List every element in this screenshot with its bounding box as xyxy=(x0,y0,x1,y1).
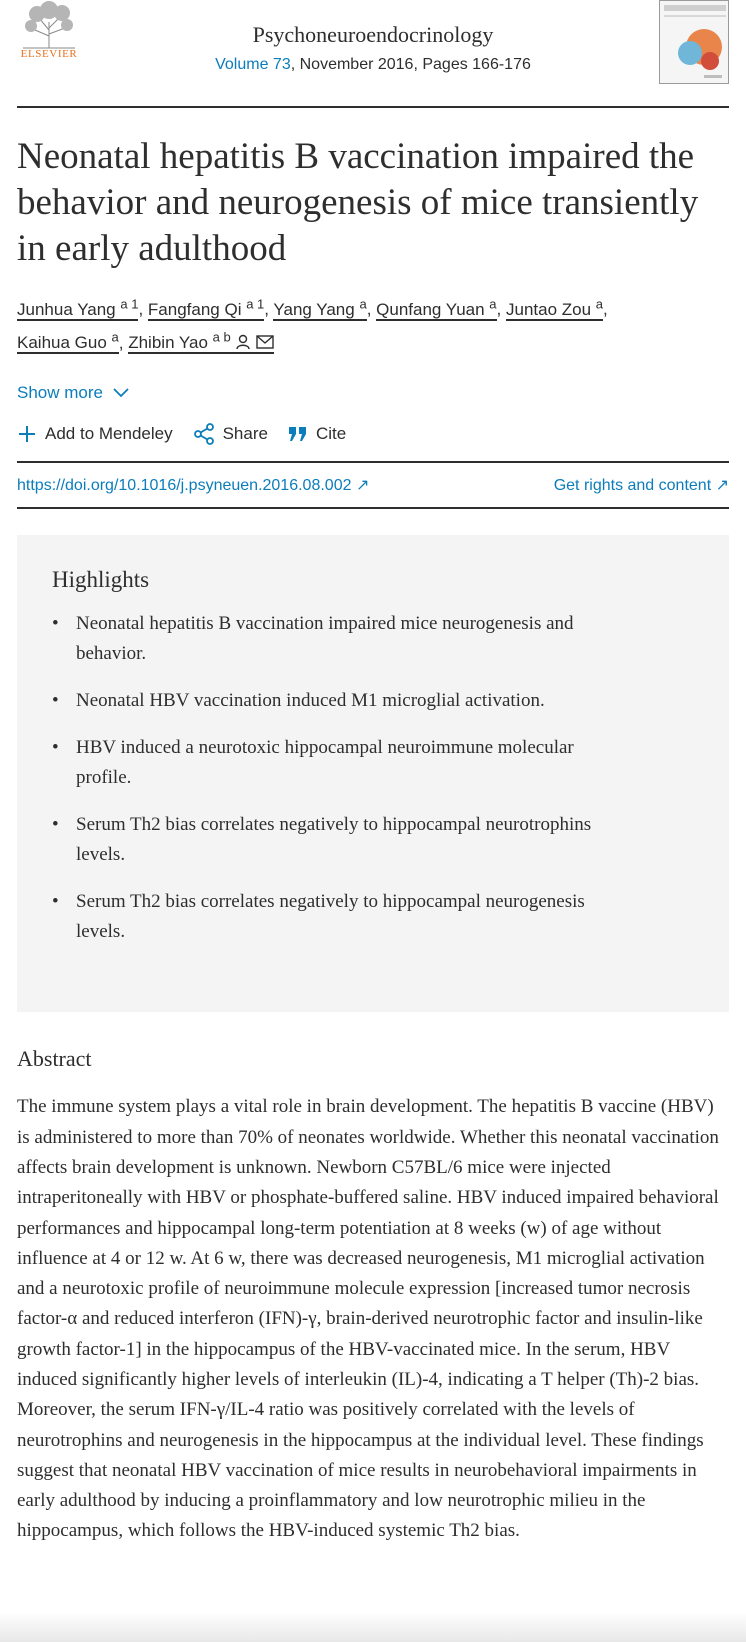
chevron-down-icon xyxy=(113,388,129,398)
article-header xyxy=(17,0,729,108)
highlight-item xyxy=(52,810,596,870)
bottom-fade xyxy=(0,1612,746,1642)
highlight-text: HBV induced a neurotoxic hippocampal neuroimmune molecular profile. xyxy=(76,737,574,789)
highlight-text: Serum Th2 bias correlates negatively to hippocampal neurogenesis levels. xyxy=(76,891,585,943)
author-affiliation: a xyxy=(111,329,119,345)
highlight-item xyxy=(52,887,596,947)
person-icon xyxy=(235,334,251,350)
highlight-text: Serum Th2 bias correlates negatively to hippocampal neurotrophins levels. xyxy=(76,814,592,866)
cite-label: Cite xyxy=(315,424,347,444)
get-rights-link[interactable] xyxy=(554,475,729,495)
abstract-text: The immune system plays a vital role in brain development. The hepatitis B vaccine (HBV) is administered to more than 70% of neonates worldwide. Whether this neonatal vaccination affects brain development is unknown. Newborn C57BL/6 mice were injected intraperitoneally with HBV or phosphate-buffered saline. HBV induced impaired behavioral performances and hippocampal long-term potentiation at 8 weeks (w) of age without influence at 4 or 12 w. At 6 w, there was decreased neurogenesis, M1 microglial activation and a neurotoxic profile of neuroimmune molecule expression [increased tumor necrosis factor-α and reduced interferon (IFN)-γ, brain-derived neurotrophic factor and insulin-like growth factor-1] in the hippocampus of the HBV-vaccinated mice. In the serum, HBV induced significantly higher levels of interleukin (IL)-4, indicating a T helper (Th)-2 bias. Moreover, the serum IFN-γ/IL-4 ratio was positively correlated with the levels of neurotrophins and neurogenesis in the hippocampus at the individual level. These findings suggest that neonatal HBV vaccination of mice results in neurobehavioral impairments in early adulthood by inducing a proinflammatory and low neurotrophic milieu in the hippocampus, which follows the HBV-induced systemic Th2 bias. xyxy=(17,1096,719,1542)
highlight-text: Neonatal hepatitis B vaccination impaired mice neurogenesis and behavior. xyxy=(76,613,574,665)
add-to-mendeley-button[interactable] xyxy=(17,424,173,444)
author-link[interactable] xyxy=(505,296,604,321)
doi-link[interactable] xyxy=(17,475,369,495)
external-link-icon: ↗ xyxy=(715,477,729,495)
share-button[interactable] xyxy=(193,423,268,445)
author-affiliation: a xyxy=(595,296,604,311)
author-link[interactable] xyxy=(273,296,367,321)
add-to-mendeley-label: Add to Mendeley xyxy=(45,424,173,444)
volume-link[interactable]: Volume 73 xyxy=(215,56,291,73)
publisher-name: ELSEVIER xyxy=(20,48,78,60)
article-title: Neonatal hepatitis B vaccination impaired the behavior and neurogenesis of mice transiently in early adulthood xyxy=(17,136,699,269)
author-list: Junhua Yang $^{a 1}$, Fangfang Qi $^{a 1}$, Yang Yang $^a$, Qunfang Yuan $^a$, Juntao Zou $^a$, Kaihua Guo $^a$, Zhibin Yao $^{a b}$ xyxy=(17,296,608,353)
issue-info xyxy=(17,56,729,74)
author-affiliation: a 1 xyxy=(120,296,139,311)
show-more-label: Show more xyxy=(17,383,103,403)
highlights-title: Highlights xyxy=(52,567,150,593)
author-name: Juntao Zou xyxy=(505,299,592,319)
cite-button[interactable] xyxy=(288,424,346,444)
author-affiliation: a xyxy=(489,296,497,311)
share-icon xyxy=(193,423,215,445)
envelope-icon xyxy=(256,335,274,349)
author-name: Qunfang Yuan xyxy=(376,299,485,319)
author-link[interactable] xyxy=(17,296,139,321)
author-link[interactable] xyxy=(376,296,497,321)
highlight-text: Neonatal HBV vaccination induced M1 microglial activation. xyxy=(76,690,545,712)
share-label: Share xyxy=(222,424,268,444)
doi-url: https://doi.org/10.1016/j.psyneuen.2016.08.002 xyxy=(17,477,352,495)
abstract-title: Abstract xyxy=(17,1046,92,1072)
author-name: Kaihua Guo xyxy=(17,333,107,353)
highlights-box xyxy=(17,535,729,1012)
plus-icon xyxy=(17,424,37,444)
highlights-list xyxy=(52,609,694,947)
author-name: Yang Yang xyxy=(273,299,355,319)
highlight-item xyxy=(52,733,596,793)
highlight-item xyxy=(52,609,596,669)
author-name: Zhibin Yao xyxy=(128,333,208,353)
author-link-corresponding[interactable] xyxy=(128,329,274,354)
issue-details: , November 2016, Pages 166-176 xyxy=(290,56,531,73)
highlight-item xyxy=(52,686,596,716)
article-actions xyxy=(17,423,729,445)
external-link-icon: ↗ xyxy=(355,477,370,495)
author-affiliation: a b xyxy=(212,329,231,345)
get-rights-label: Get rights and content xyxy=(553,477,712,495)
show-more-button[interactable] xyxy=(17,383,729,403)
author-link[interactable] xyxy=(147,296,265,321)
doi-bar xyxy=(17,461,729,509)
journal-title[interactable]: Psychoneuroendocrinology xyxy=(252,22,494,47)
author-link[interactable] xyxy=(17,329,119,354)
author-name: Fangfang Qi xyxy=(147,299,242,319)
author-affiliation: a xyxy=(359,296,367,311)
journal-cover-image[interactable] xyxy=(659,0,729,84)
author-affiliation: a 1 xyxy=(246,296,265,311)
quote-icon xyxy=(288,425,308,443)
author-name: Junhua Yang xyxy=(17,299,116,319)
